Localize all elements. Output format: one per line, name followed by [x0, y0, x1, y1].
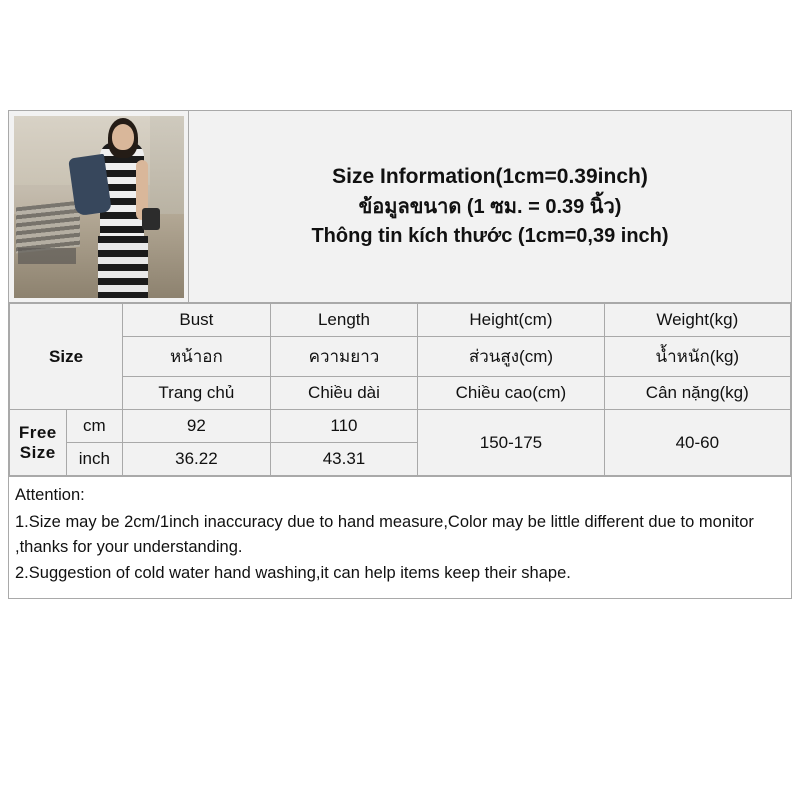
title-line-en: Size Information(1cm=0.39inch): [332, 165, 648, 189]
cell-length-cm: 110: [270, 410, 418, 443]
photo-bench: [16, 201, 80, 254]
product-photo-cell: [9, 111, 189, 303]
cell-weight-range: 40-60: [604, 410, 790, 476]
header-bust-en: Bust: [123, 304, 271, 337]
photo-model-head: [112, 124, 134, 150]
title-line-th: ข้อมูลขนาด (1 ซม. = 0.39 นิ้ว): [358, 195, 622, 218]
header-height-en: Height(cm): [418, 304, 604, 337]
header-row-th: [10, 337, 791, 377]
header-weight-th: น้ำหนัก(kg): [604, 337, 790, 377]
product-photo: [14, 116, 184, 298]
cell-bust-inch: 36.22: [123, 443, 271, 476]
row-unit-cm: cm: [66, 410, 123, 443]
header-weight-en: Weight(kg): [604, 304, 790, 337]
chart-header-row: [9, 111, 791, 303]
photo-model-bag: [142, 208, 160, 230]
attention-block: [9, 476, 791, 598]
table-row-cm: [10, 410, 791, 443]
header-bust-th: หน้าอก: [123, 337, 271, 377]
photo-model-skirt: [98, 236, 148, 298]
size-chart: [8, 110, 792, 599]
measurements-table: [9, 303, 791, 476]
header-height-th: ส่วนสูง(cm): [418, 337, 604, 377]
header-weight-vi: Cân nặng(kg): [604, 377, 790, 410]
header-height-vi: Chiều cao(cm): [418, 377, 604, 410]
header-row-en: [10, 304, 791, 337]
row-size-free: Free Size: [10, 410, 67, 476]
header-bust-vi: Trang chủ: [123, 377, 271, 410]
cell-length-inch: 43.31: [270, 443, 418, 476]
photo-bench-seat: [18, 248, 76, 264]
chart-title-block: [189, 111, 791, 303]
attention-line-2: 2.Suggestion of cold water hand washing,it can help items keep their shape.: [15, 564, 571, 583]
row-unit-inch: inch: [66, 443, 123, 476]
cell-bust-cm: 92: [123, 410, 271, 443]
size-column-label: Size: [10, 304, 123, 410]
cell-height-range: 150-175: [418, 410, 604, 476]
title-line-vi: Thông tin kích thước (1cm=0,39 inch): [311, 224, 669, 247]
header-row-vi: [10, 377, 791, 410]
attention-line-1: 1.Size may be 2cm/1inch inaccuracy due to hand measure,Color may be little different due to monitor ,thanks for your understanding.: [15, 512, 754, 556]
header-length-vi: Chiều dài: [270, 377, 418, 410]
attention-heading: Attention:: [15, 486, 85, 504]
header-length-en: Length: [270, 304, 418, 337]
header-length-th: ความยาว: [270, 337, 418, 377]
